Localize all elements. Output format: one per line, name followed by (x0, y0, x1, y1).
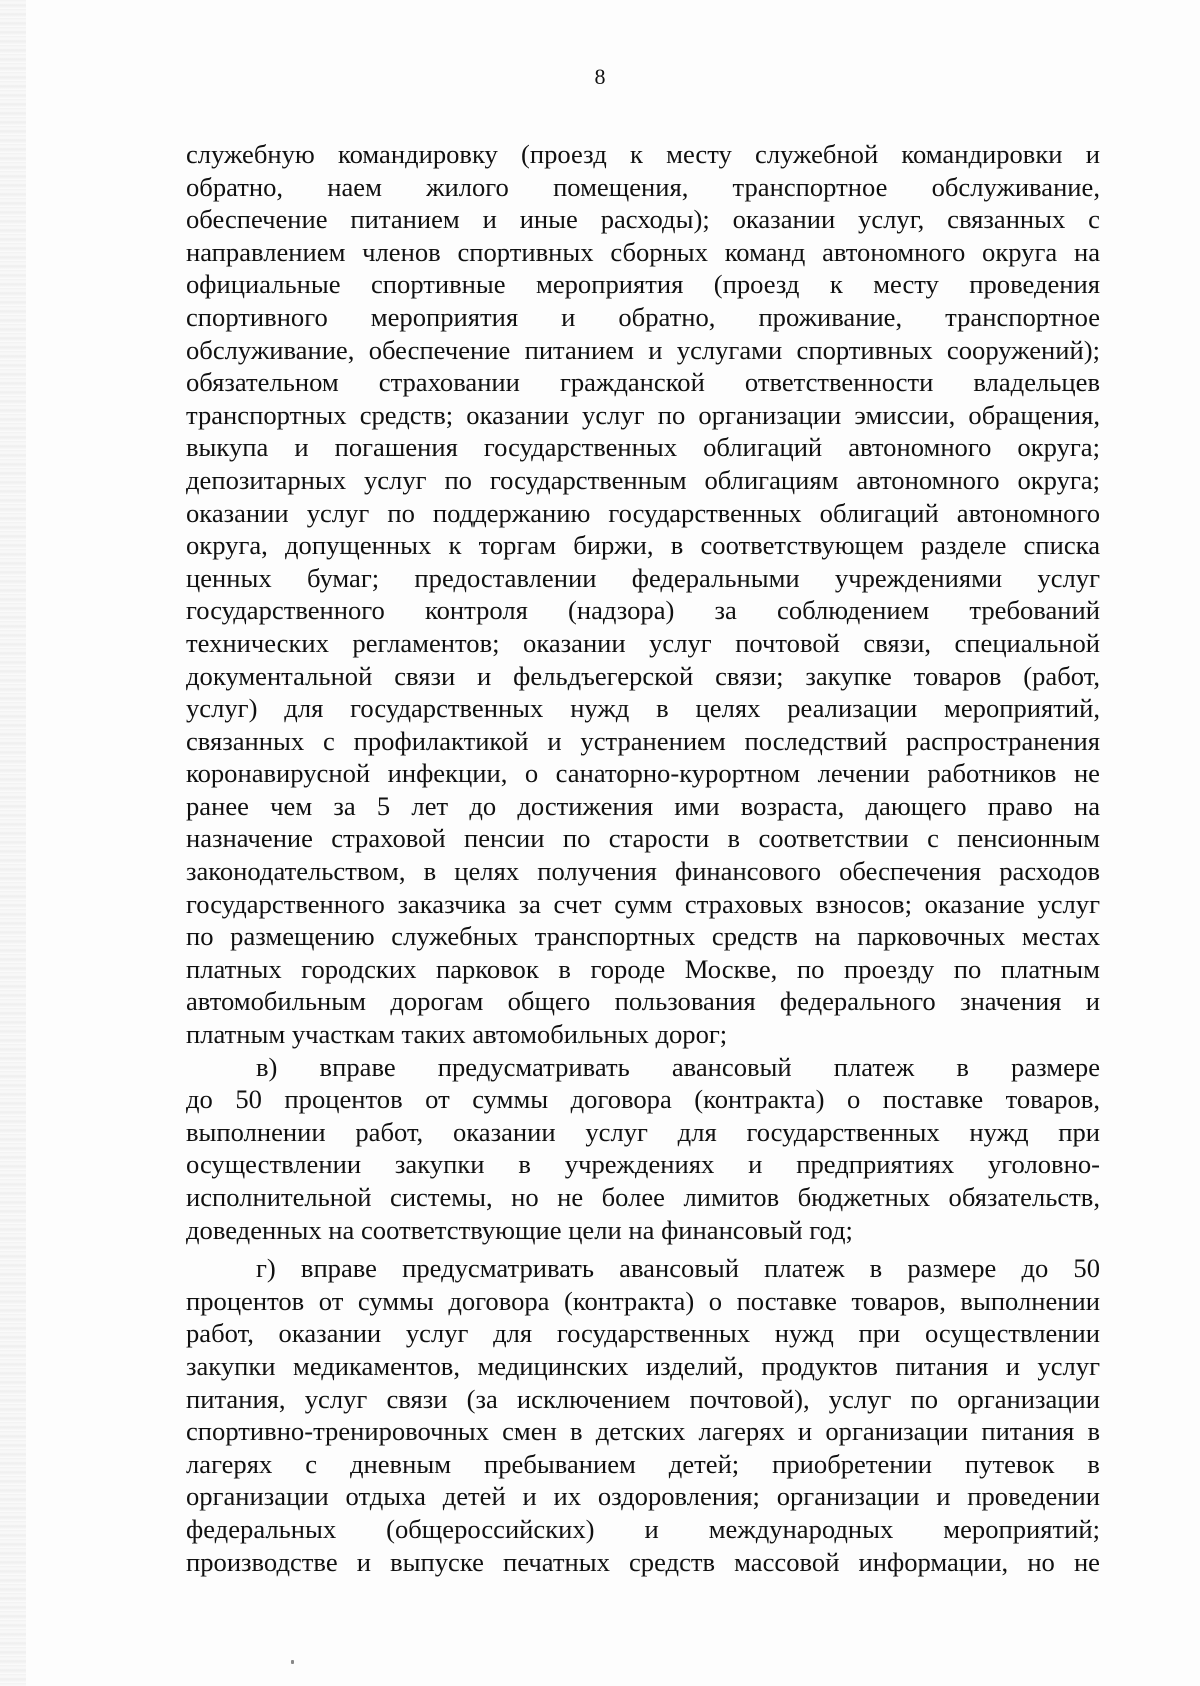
text-line: исполнительной системы, но не более лимитов бюджетных обязательств, (186, 1182, 1100, 1212)
paragraph-3 (186, 1252, 1100, 1578)
text-line: платным участкам таких автомобильных дорог; (186, 1019, 728, 1050)
text-line: транспортных средств; оказании услуг по организации эмиссии, обращения, (186, 399, 1100, 430)
text-line: государственного контроля (надзора) за соблюдением требований (186, 595, 1100, 626)
text-line: закупки медикаментов, медицинских изделий, продуктов питания и услуг (186, 1350, 1100, 1381)
text-line: округа, допущенных к торгам биржи, в соответствующем разделе списка (186, 530, 1100, 561)
scan-edge (0, 0, 26, 1686)
text-line: производстве и выпуске печатных средств массовой информации, но не (186, 1546, 1100, 1577)
text-line: процентов от суммы договора (контракта) о поставке товаров, выполнении (186, 1285, 1100, 1316)
text-line: технических регламентов; оказании услуг почтовой связи, специальной (186, 627, 1100, 658)
text-line: федеральных (общероссийских) и международных мероприятий; (186, 1513, 1100, 1544)
text-line: питания, услуг связи (за исключением почтовой), услуг по организации (186, 1383, 1100, 1414)
text-line: г) вправе предусматривать авансовый платеж в размере до 50 (256, 1253, 1100, 1284)
text-line: оказании услуг по поддержанию государственных облигаций автономного (186, 497, 1100, 528)
text-line: государственного заказчика за счет сумм страховых взносов; оказание услуг (186, 888, 1100, 919)
text-line: направлением членов спортивных сборных команд автономного округа на (186, 236, 1100, 267)
text-line: официальные спортивные мероприятия (проезд к месту проведения (186, 269, 1100, 300)
text-line: услуг) для государственных нужд в целях реализации мероприятий, (186, 693, 1100, 724)
text-line: лагерях с дневным пребыванием детей; приобретении путевок в (186, 1448, 1100, 1479)
text-line: спортивного мероприятия и обратно, проживание, транспортное (186, 301, 1100, 332)
text-line: ранее чем за 5 лет до достижения ими возраста, дающего право на (186, 790, 1100, 821)
paragraph-2 (186, 1051, 1100, 1247)
text-line: обслуживание, обеспечение питанием и услугами спортивных сооружений); (186, 334, 1100, 365)
text-line: выполнении работ, оказании услуг для государственных нужд при (186, 1116, 1100, 1147)
text-line: связанных с профилактикой и устранением последствий распространения (186, 725, 1100, 756)
page-number: 8 (594, 64, 606, 89)
text-line: организации отдыха детей и их оздоровления; организации и проведении (186, 1481, 1100, 1512)
document-body (186, 138, 1100, 1578)
text-line: законодательством, в целях получения финансового обеспечения расходов (186, 856, 1100, 887)
text-line: осуществлении закупки в учреждениях и предприятиях уголовно- (186, 1149, 1100, 1180)
text-line: платных городских парковок в городе Москве, по проезду по платным (186, 953, 1100, 984)
text-line: работ, оказании услуг для государственных нужд при осуществлении (186, 1318, 1100, 1349)
text-line: в) вправе предусматривать авансовый платеж в размере (256, 1051, 1100, 1082)
text-line: коронавирусной инфекции, о санаторно-курортном лечении работников не (186, 758, 1100, 789)
text-line: до 50 процентов от суммы договора (контракта) о поставке товаров, (186, 1084, 1100, 1115)
paragraph-1 (186, 138, 1100, 1051)
text-line: документальной связи и фельдъегерской связи; закупке товаров (работ, (186, 660, 1100, 691)
text-line: доведенных на соответствующие цели на финансовый год; (186, 1214, 853, 1245)
text-line: обратно, наем жилого помещения, транспортное обслуживание, (186, 171, 1100, 202)
text-line: ценных бумаг; предоставлении федеральными учреждениями услуг (186, 562, 1100, 593)
text-line: обязательном страховании гражданской ответственности владельцев (186, 367, 1100, 398)
text-line: депозитарных услуг по государственным облигациям автономного округа; (186, 464, 1100, 495)
scan-speck (291, 1660, 294, 1664)
text-line: обеспечение питанием и иные расходы); оказании услуг, связанных с (186, 204, 1100, 235)
text-line: автомобильным дорогам общего пользования федерального значения и (186, 986, 1100, 1017)
text-line: выкупа и погашения государственных облигаций автономного округа; (186, 432, 1100, 463)
text-line: спортивно-тренировочных смен в детских лагерях и организации питания в (186, 1416, 1100, 1447)
text-line: по размещению служебных транспортных средств на парковочных местах (186, 921, 1100, 952)
text-line: служебную командировку (проезд к месту служебной командировки и (186, 139, 1100, 169)
text-line: назначение страховой пенсии по старости в соответствии с пенсионным (186, 823, 1100, 854)
